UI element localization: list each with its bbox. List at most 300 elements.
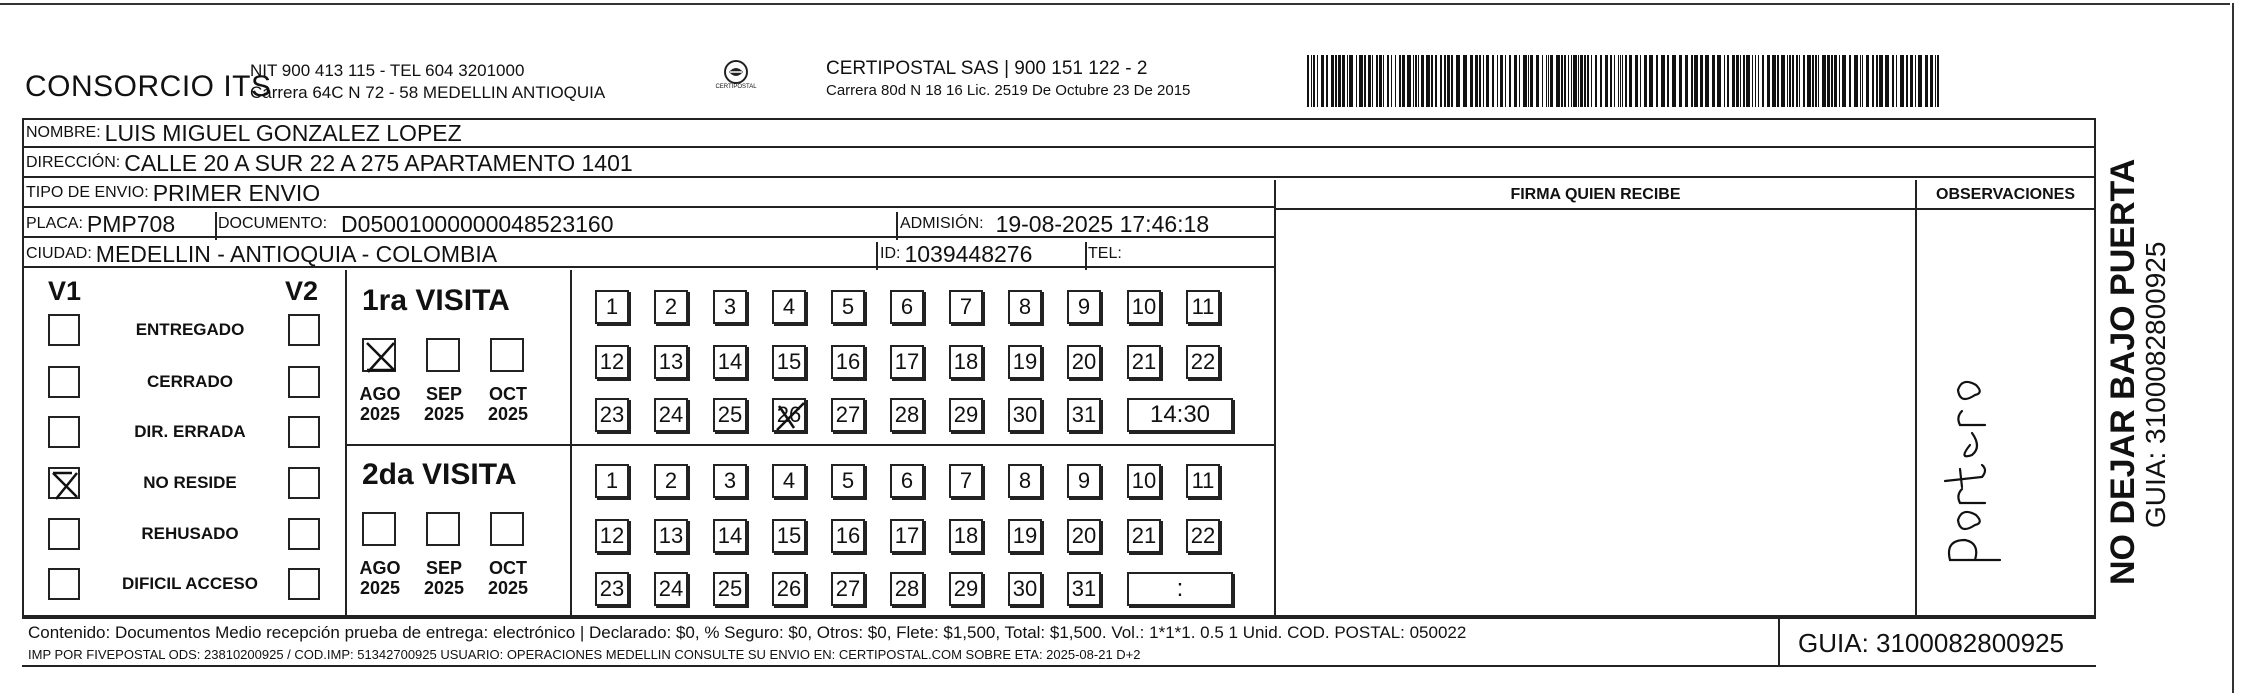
page-border-right [2232, 3, 2234, 693]
barcode-bar [1866, 55, 1869, 107]
day-box[interactable] [1067, 290, 1101, 324]
day-box[interactable] [713, 290, 747, 324]
day-number: 7 [959, 468, 973, 493]
documento-label: DOCUMENTO: [218, 215, 328, 232]
barcode-bar [1556, 55, 1560, 107]
day-box[interactable] [713, 398, 747, 432]
day-number: 13 [658, 523, 684, 548]
barcode-bar [1561, 55, 1563, 107]
barcode-bar [1387, 55, 1389, 107]
day-number: 5 [841, 294, 855, 319]
day-box[interactable] [595, 572, 629, 606]
barcode-bar [1311, 55, 1312, 107]
day-box[interactable] [831, 464, 865, 498]
day-box[interactable] [1127, 345, 1161, 379]
barcode-bar [1321, 55, 1324, 107]
month-name: SEP [425, 558, 463, 578]
barcode-bar [1383, 55, 1384, 107]
month-year: 2025 [423, 404, 465, 424]
day-number: 25 [717, 402, 743, 427]
visit-time-box[interactable]: : [1127, 572, 1233, 606]
barcode-bar [1849, 55, 1851, 107]
barcode-bar [1578, 55, 1579, 107]
barcode-bar [1618, 55, 1619, 107]
day-number: 13 [658, 349, 684, 374]
month-checkbox[interactable] [362, 338, 396, 372]
barcode-bar [1587, 55, 1589, 107]
barcode-bar [1523, 55, 1527, 107]
day-box[interactable] [654, 572, 688, 606]
day-number: 15 [776, 349, 802, 374]
day-number: 27 [835, 576, 861, 601]
day-box[interactable] [1067, 398, 1101, 432]
barcode-bar [1827, 55, 1830, 107]
visit-title: 2da VISITA [362, 458, 517, 491]
barcode-bar [1910, 55, 1913, 107]
day-box[interactable] [890, 572, 924, 606]
barcode-bar [1787, 55, 1788, 107]
day-number: 12 [599, 349, 625, 374]
barcode-bar [1347, 55, 1348, 107]
obs-text: Portero [1935, 360, 1939, 361]
barcode-bar [1546, 55, 1547, 107]
day-number: 19 [1012, 523, 1038, 548]
day-box[interactable] [831, 398, 865, 432]
day-box[interactable] [713, 519, 747, 553]
barcode-bar [1876, 55, 1878, 107]
status-option-label: DIR. ERRADA [134, 422, 246, 441]
barcode-bar [1431, 55, 1433, 107]
barcode-bar [1391, 55, 1392, 107]
month-year: 2025 [487, 578, 529, 598]
page-border-top [0, 3, 2230, 5]
side-guia: GUIA: 3100082800925 [2140, 241, 2171, 528]
observaciones-label: OBSERVACIONES [1936, 186, 2075, 203]
barcode-bar [1740, 55, 1741, 107]
month-name: SEP [425, 384, 463, 404]
day-box[interactable] [1067, 572, 1101, 606]
placa-label: PLACA: [26, 215, 83, 232]
certipostal-line: CERTIPOSTAL SAS | 900 151 122 - 2 [826, 58, 1148, 79]
v1-checkbox[interactable] [48, 416, 80, 448]
barcode-bar [1451, 55, 1453, 107]
v1-checkbox[interactable] [48, 366, 80, 398]
day-number: 21 [1131, 349, 1157, 374]
day-box[interactable] [949, 519, 983, 553]
id-value: 1039448276 [904, 240, 1033, 267]
divider [1085, 242, 1087, 270]
day-number: 29 [953, 576, 979, 601]
barcode-bar [1610, 55, 1612, 107]
day-box[interactable] [949, 290, 983, 324]
day-box[interactable] [890, 345, 924, 379]
status-option-label: ENTREGADO [135, 320, 245, 339]
barcode-bar [1571, 55, 1572, 107]
side-notice: NO DEJAR BAJO PUERTA [2104, 158, 2142, 585]
barcode-bar [1407, 55, 1411, 107]
id-cell [880, 240, 1032, 268]
day-box[interactable] [595, 290, 629, 324]
barcode-bar [1440, 55, 1442, 107]
barcode-bar [1331, 55, 1334, 107]
day-box[interactable] [595, 398, 629, 432]
day-box[interactable] [595, 464, 629, 498]
barcode-bar [1550, 55, 1553, 107]
day-number: 28 [894, 576, 920, 601]
barcode-bar [1492, 55, 1494, 107]
barcode-bar [1743, 55, 1745, 107]
day-box[interactable] [1186, 290, 1220, 324]
placa-cell [26, 210, 175, 238]
visit-title: 1ra VISITA [362, 284, 510, 317]
day-number: 16 [835, 349, 861, 374]
direccion-value: CALLE 20 A SUR 22 A 275 APARTAMENTO 1401 [124, 149, 633, 176]
v1-checkbox[interactable] [48, 467, 80, 499]
footer-bottom-line [22, 665, 2096, 667]
day-number: 19 [1012, 349, 1038, 374]
barcode-bar [1777, 55, 1779, 107]
day-box[interactable] [949, 572, 983, 606]
day-box[interactable] [1127, 290, 1161, 324]
month-label [416, 558, 472, 598]
day-number: 2 [664, 468, 678, 493]
barcode-bar [1792, 55, 1794, 107]
footer-imp: IMP POR FIVEPOSTAL ODS: 23810200925 / COD.IMP: 51342700925 USUARIO: OPERACIONES MEDELLIN CONSULTE SU ENVIO EN: CERTIPOSTAL.COM SOBRE ETA: 2025-08-21 D+2 [28, 647, 1141, 662]
barcode-bar [1736, 55, 1739, 107]
tipo-value: PRIMER ENVIO [152, 179, 321, 206]
day-box[interactable] [1067, 519, 1101, 553]
barcode-bar [1542, 55, 1543, 107]
barcode-bar [1536, 55, 1539, 107]
placa-row [22, 210, 1274, 238]
day-box[interactable] [654, 398, 688, 432]
barcode-bar [1426, 55, 1430, 107]
barcode-bar [1789, 55, 1791, 107]
certipostal-info [826, 58, 1190, 102]
month-label [416, 384, 472, 424]
check-mark-icon [50, 469, 82, 501]
ciudad-cell [26, 240, 497, 268]
day-box[interactable] [772, 290, 806, 324]
v2-header: V2 [285, 276, 319, 306]
barcode-bar [1896, 55, 1897, 107]
barcode-bar [1342, 55, 1345, 107]
barcode-bar [1649, 55, 1653, 107]
day-box[interactable] [890, 398, 924, 432]
visit-divider [345, 444, 1274, 446]
nombre-row [22, 120, 2094, 148]
barcode-bar [1356, 55, 1357, 107]
placa-value: PMP708 [86, 210, 176, 237]
day-box[interactable] [831, 290, 865, 324]
barcode-bar [1937, 55, 1939, 107]
month-label [480, 384, 536, 424]
barcode-bar [1717, 55, 1721, 107]
day-number: 4 [782, 294, 796, 319]
day-mark-icon [774, 400, 808, 434]
day-box[interactable] [772, 572, 806, 606]
day-box[interactable] [890, 290, 924, 324]
day-box[interactable] [713, 345, 747, 379]
barcode-bar [1900, 55, 1904, 107]
v1-header: V1 [48, 276, 82, 306]
v2-checkbox[interactable] [288, 518, 320, 550]
day-box[interactable] [831, 519, 865, 553]
day-box[interactable] [1127, 519, 1161, 553]
day-box[interactable] [1127, 464, 1161, 498]
barcode-bar [1528, 55, 1529, 107]
barcode-bar [1395, 55, 1396, 107]
barcode-bar [1413, 55, 1414, 107]
day-number: 1 [605, 468, 619, 493]
barcode-bar [1772, 55, 1776, 107]
tipo-label: TIPO DE ENVIO: [26, 184, 149, 201]
barcode-bar [1625, 55, 1627, 107]
day-number: 27 [835, 402, 861, 427]
documento-cell [218, 210, 614, 238]
barcode-bar [1918, 55, 1922, 107]
day-box[interactable] [1067, 464, 1101, 498]
barcode-bar [1815, 55, 1817, 107]
day-box[interactable] [1008, 290, 1042, 324]
barcode-bar [1338, 55, 1341, 107]
day-number: 31 [1071, 402, 1097, 427]
day-box[interactable] [949, 398, 983, 432]
barcode-bar [1307, 55, 1309, 107]
barcode-bar [1335, 55, 1337, 107]
day-box[interactable] [1008, 398, 1042, 432]
ciudad-label: CIUDAD: [26, 245, 92, 262]
admision-cell [900, 210, 1209, 238]
barcode-bar [1605, 55, 1608, 107]
barcode-bar [1497, 55, 1498, 107]
barcode-bar [1822, 55, 1826, 107]
day-number: 9 [1077, 468, 1091, 493]
v2-checkbox[interactable] [288, 366, 320, 398]
divider [876, 242, 878, 270]
v2-checkbox[interactable] [288, 467, 320, 499]
day-box[interactable] [654, 519, 688, 553]
address-line: Carrera 64C N 72 - 58 MEDELLIN ANTIOQUIA [250, 83, 606, 102]
day-number: 21 [1131, 523, 1157, 548]
day-box[interactable] [654, 345, 688, 379]
day-box[interactable] [890, 464, 924, 498]
month-label [352, 558, 408, 598]
month-checkbox[interactable] [426, 338, 460, 372]
day-box[interactable] [1008, 519, 1042, 553]
barcode-bar [1600, 55, 1602, 107]
day-number: 2 [664, 294, 678, 319]
v1-checkbox[interactable] [48, 568, 80, 600]
status-option-label: NO RESIDE [143, 473, 237, 492]
barcode-bar [1640, 55, 1641, 107]
day-number: 7 [959, 294, 973, 319]
day-box[interactable] [713, 464, 747, 498]
footer-line [22, 617, 2096, 619]
barcode-bar [1796, 55, 1798, 107]
barcode-bar [1483, 55, 1484, 107]
day-number: 26 [776, 576, 802, 601]
v2-checkbox[interactable] [288, 416, 320, 448]
v1-checkbox[interactable] [48, 314, 80, 346]
day-box[interactable] [772, 398, 806, 432]
barcode-bar [1372, 55, 1373, 107]
barcode-bar [1691, 55, 1693, 107]
barcode-bar [1349, 55, 1353, 107]
month-year: 2025 [359, 578, 401, 598]
day-box[interactable] [831, 345, 865, 379]
barcode-bar [1679, 55, 1682, 107]
day-box[interactable] [831, 572, 865, 606]
nit-line: NIT 900 413 115 - TEL 604 3201000 [250, 61, 525, 80]
v2-checkbox[interactable] [288, 568, 320, 600]
day-box[interactable] [1186, 464, 1220, 498]
day-number: 10 [1131, 294, 1157, 319]
barcode-bar [1667, 55, 1669, 107]
v2-checkbox[interactable] [288, 314, 320, 346]
barcode-bar [1906, 55, 1908, 107]
day-number: 25 [717, 576, 743, 601]
footer-divider [1778, 617, 1780, 665]
company-name: CONSORCIO ITS [25, 70, 272, 103]
day-number: 15 [776, 523, 802, 548]
day-box[interactable] [772, 345, 806, 379]
direccion-row [22, 150, 2094, 178]
day-number: 4 [782, 468, 796, 493]
barcode-bar [1376, 55, 1378, 107]
barcode-bar [1694, 55, 1698, 107]
barcode-bar [1781, 55, 1785, 107]
month-checkbox[interactable] [426, 512, 460, 546]
month-year: 2025 [359, 404, 401, 424]
month-checkbox[interactable] [490, 512, 524, 546]
barcode-bar [1831, 55, 1833, 107]
certipostal-license: Carrera 80d N 18 16 Lic. 2519 De Octubre 23 De 2015 [826, 82, 1191, 99]
day-box[interactable] [1186, 519, 1220, 553]
barcode-bar [1435, 55, 1437, 107]
day-box[interactable] [1067, 345, 1101, 379]
barcode [1307, 55, 1942, 107]
barcode-bar [1834, 55, 1837, 107]
obs-column-border [1915, 180, 1917, 617]
day-box[interactable] [654, 290, 688, 324]
barcode-bar [1892, 55, 1894, 107]
barcode-bar [1860, 55, 1861, 107]
day-box[interactable] [1008, 572, 1042, 606]
barcode-bar [1915, 55, 1916, 107]
status-option-label: CERRADO [147, 372, 233, 391]
barcode-bar [1500, 55, 1503, 107]
month-checkbox[interactable] [490, 338, 524, 372]
month-name: AGO [359, 384, 401, 404]
barcode-bar [1614, 55, 1615, 107]
barcode-bar [1629, 55, 1632, 107]
barcode-bar [1752, 55, 1753, 107]
documento-value: D05001000000048523160 [341, 210, 614, 237]
barcode-bar [1712, 55, 1715, 107]
barcode-bar [1591, 55, 1592, 107]
firma-label: FIRMA QUIEN RECIBE [1510, 186, 1681, 203]
barcode-bar [1470, 55, 1473, 107]
day-number: 14 [717, 349, 743, 374]
visit-time-box[interactable]: 14:30 [1127, 398, 1233, 432]
nombre-value: LUIS MIGUEL GONZALEZ LOPEZ [104, 119, 462, 146]
day-box[interactable] [949, 464, 983, 498]
day-box[interactable] [1008, 464, 1042, 498]
barcode-bar [1456, 55, 1460, 107]
month-name: OCT [489, 558, 527, 578]
nombre-label: NOMBRE: [26, 124, 101, 141]
check-mark-icon [364, 340, 398, 374]
barcode-bar [1885, 55, 1889, 107]
barcode-bar [1444, 55, 1446, 107]
barcode-bar [1656, 55, 1658, 107]
day-box[interactable] [713, 572, 747, 606]
month-checkbox[interactable] [362, 512, 396, 546]
v1-checkbox[interactable] [48, 518, 80, 550]
barcode-bar [1447, 55, 1450, 107]
barcode-bar [1842, 55, 1846, 107]
day-number: 23 [599, 402, 625, 427]
barcode-bar [1364, 55, 1366, 107]
barcode-bar [1727, 55, 1729, 107]
barcode-bar [1326, 55, 1328, 107]
day-number: 28 [894, 402, 920, 427]
barcode-bar [1402, 55, 1405, 107]
day-number: 18 [953, 523, 979, 548]
month-label [480, 558, 536, 598]
day-box[interactable] [772, 464, 806, 498]
day-number: 31 [1071, 576, 1097, 601]
barcode-bar [1548, 55, 1549, 107]
barcode-bar [1421, 55, 1424, 107]
barcode-bar [1930, 55, 1933, 107]
day-box[interactable] [949, 345, 983, 379]
status-option-label: DIFICIL ACCESO [121, 574, 258, 593]
day-number: 6 [900, 294, 914, 319]
barcode-bar [1812, 55, 1814, 107]
barcode-bar [1746, 55, 1750, 107]
barcode-bar [1807, 55, 1811, 107]
barcode-bar [1758, 55, 1759, 107]
day-box[interactable] [1186, 345, 1220, 379]
status-option-label: REHUSADO [141, 524, 239, 543]
barcode-bar [1580, 55, 1583, 107]
day-box[interactable] [654, 464, 688, 498]
barcode-bar [1530, 55, 1533, 107]
barcode-bar [1486, 55, 1489, 107]
day-box[interactable] [1008, 345, 1042, 379]
divider [896, 212, 898, 240]
barcode-bar [1317, 55, 1318, 107]
day-box[interactable] [595, 519, 629, 553]
barcode-bar [1767, 55, 1770, 107]
barcode-bar [1818, 55, 1819, 107]
day-number: 22 [1190, 523, 1216, 548]
day-number: 23 [599, 576, 625, 601]
tel-cell [1088, 240, 1126, 268]
barcode-bar [1872, 55, 1874, 107]
direccion-label: DIRECCIÓN: [26, 154, 121, 171]
day-box[interactable] [595, 345, 629, 379]
day-box[interactable] [890, 519, 924, 553]
ciudad-value: MEDELLIN - ANTIOQUIA - COLOMBIA [95, 240, 498, 267]
day-number: 8 [1018, 294, 1032, 319]
observaciones-handwriting [1935, 360, 2025, 570]
day-box[interactable] [772, 519, 806, 553]
barcode-bar [1839, 55, 1840, 107]
day-number: 17 [894, 349, 920, 374]
